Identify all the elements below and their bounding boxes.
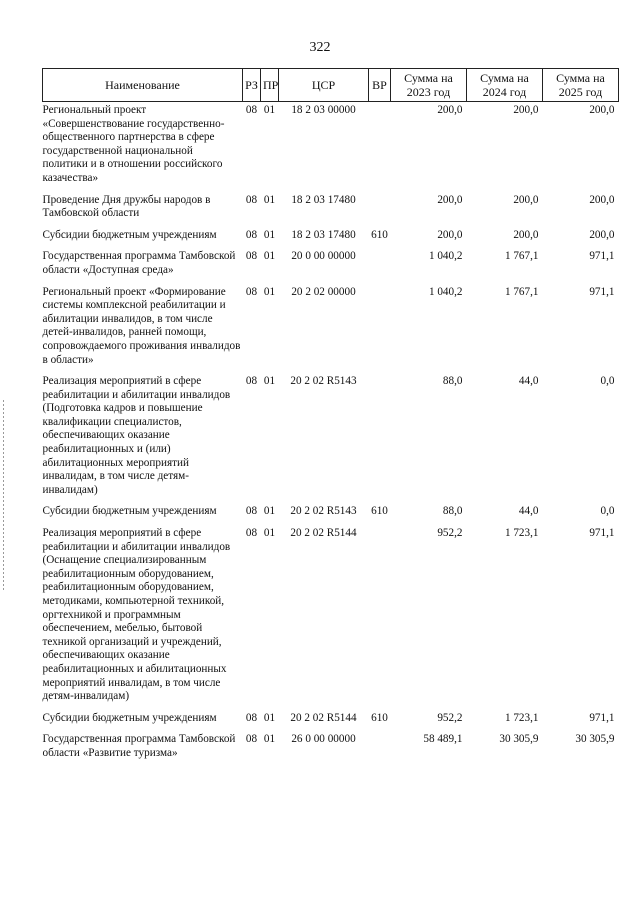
header-sum-2024: Сумма на 2024 год	[467, 69, 543, 102]
cell-sum-2025: 0,0	[600, 375, 615, 388]
table-row	[43, 102, 619, 188]
cell-pr: 01	[263, 104, 276, 116]
cell-rz: 08	[245, 193, 258, 206]
cell-sum-2025: 200,0	[589, 193, 615, 206]
cell-rz: 08	[245, 375, 258, 388]
table-header	[43, 69, 619, 102]
cell-sum-2024: 1 767,1	[504, 250, 539, 263]
cell-name: Реализация мероприятий в сфере реабилитации и абилитации инвалидов (Подготовка кадров и повышение квалификации специалистов, обеспечивающих оказание реабилитационных и (или) абилитационных мероприятий инвалидам, в том числе детям-инвалидам)	[42, 375, 231, 496]
header-pr: ПР	[261, 69, 279, 102]
cell-vr	[369, 188, 391, 223]
table-row	[43, 706, 619, 728]
table-row	[43, 188, 619, 223]
cell-sum-2024: 200,0	[513, 104, 539, 116]
table-row	[43, 244, 619, 279]
cell-sum-2024: 1 723,1	[504, 527, 539, 540]
cell-sum-2024: 1 767,1	[504, 285, 539, 298]
cell-rz: 08	[245, 228, 258, 241]
cell-vr: 610	[371, 711, 388, 724]
cell-sum-2023: 200,0	[437, 193, 463, 206]
cell-sum-2024: 200,0	[513, 228, 539, 241]
cell-pr: 01	[263, 711, 276, 724]
header-sum-2023: Сумма на 2023 год	[391, 69, 467, 102]
cell-csr: 20 2 02 R5143	[290, 505, 357, 518]
cell-sum-2023: 1 040,2	[428, 285, 463, 298]
cell-sum-2024: 30 305,9	[499, 733, 539, 746]
budget-table-container	[42, 68, 618, 763]
cell-name: Региональный проект «Совершенствование государственно-общественного партнерства в сфере государственной национальной политики и в отношении российского казачества»	[42, 104, 225, 184]
cell-name: Субсидии бюджетным учреждениям	[42, 228, 217, 241]
cell-sum-2025: 971,1	[589, 527, 615, 540]
cell-pr: 01	[263, 228, 276, 241]
cell-sum-2025: 971,1	[589, 285, 615, 298]
cell-csr: 26 0 00 00000	[291, 733, 356, 746]
budget-table	[42, 68, 619, 763]
cell-csr: 20 2 02 R5143	[290, 375, 357, 388]
cell-rz: 08	[245, 250, 258, 263]
cell-sum-2024: 44,0	[518, 375, 539, 388]
cell-sum-2024: 200,0	[513, 193, 539, 206]
cell-sum-2023: 200,0	[437, 228, 463, 241]
cell-pr: 01	[263, 285, 276, 298]
cell-sum-2023: 952,2	[437, 527, 463, 540]
cell-vr	[369, 521, 391, 706]
table-row	[43, 499, 619, 521]
table-row	[43, 280, 619, 370]
cell-csr: 20 2 02 R5144	[290, 527, 357, 540]
cell-rz: 08	[245, 505, 258, 518]
cell-pr: 01	[263, 193, 276, 206]
cell-name: Субсидии бюджетным учреждениям	[42, 505, 217, 518]
cell-pr: 01	[263, 733, 276, 746]
header-sum-2025: Сумма на 2025 год	[543, 69, 619, 102]
cell-rz: 08	[245, 711, 258, 724]
cell-csr: 18 2 03 17480	[291, 228, 356, 241]
cell-vr	[369, 369, 391, 499]
cell-rz: 08	[245, 527, 258, 540]
cell-vr: 610	[371, 228, 388, 241]
cell-sum-2023: 88,0	[442, 505, 463, 518]
cell-rz: 08	[245, 733, 258, 746]
cell-pr: 01	[263, 505, 276, 518]
table-row	[43, 223, 619, 245]
cell-sum-2025: 200,0	[589, 104, 615, 116]
cell-name: Государственная программа Тамбовской области «Развитие туризма»	[42, 733, 236, 759]
page-number: 322	[309, 40, 331, 55]
cell-sum-2023: 88,0	[442, 375, 463, 388]
cell-sum-2023: 200,0	[437, 104, 463, 116]
table-row	[43, 727, 619, 762]
cell-sum-2025: 971,1	[589, 250, 615, 263]
cell-name: Проведение Дня дружбы народов в Тамбовской области	[42, 193, 211, 220]
cell-csr: 18 2 03 00000	[291, 104, 356, 116]
cell-pr: 01	[263, 527, 276, 540]
cell-csr: 18 2 03 17480	[291, 193, 356, 206]
header-rz: РЗ	[243, 69, 261, 102]
cell-name: Субсидии бюджетным учреждениям	[42, 711, 217, 724]
cell-sum-2025: 30 305,9	[575, 733, 615, 746]
table-row	[43, 521, 619, 706]
cell-csr: 20 2 02 R5144	[290, 711, 357, 724]
cell-sum-2023: 952,2	[437, 711, 463, 724]
table-body	[43, 102, 619, 763]
header-name: Наименование	[43, 69, 243, 102]
scan-edge-mark	[3, 400, 4, 590]
cell-vr	[369, 727, 391, 762]
cell-csr: 20 0 00 00000	[291, 250, 356, 263]
header-vr: ВР	[369, 69, 391, 102]
cell-name: Региональный проект «Формирование системы комплексной реабилитации и абилитации инвалидов, в том числе детей-инвалидов, ранней помощи, сопровождаемого проживания инвалидов в области»	[42, 285, 241, 366]
cell-sum-2023: 1 040,2	[428, 250, 463, 263]
table-row	[43, 369, 619, 499]
cell-vr	[369, 280, 391, 370]
cell-sum-2025: 971,1	[589, 711, 615, 724]
cell-sum-2024: 1 723,1	[504, 711, 539, 724]
cell-vr: 610	[371, 505, 388, 518]
cell-pr: 01	[263, 375, 276, 388]
cell-pr: 01	[263, 250, 276, 263]
cell-vr	[369, 244, 391, 279]
cell-sum-2024: 44,0	[518, 505, 539, 518]
cell-rz: 08	[245, 104, 258, 116]
header-csr: ЦСР	[279, 69, 369, 102]
cell-rz: 08	[245, 285, 258, 298]
cell-sum-2023: 58 489,1	[423, 733, 463, 746]
cell-name: Реализация мероприятий в сфере реабилитации и абилитации инвалидов (Оснащение специализированным реабилитационным оборудованием, реабилитационным оборудованием, методиками, компьютерной техникой, оргтехникой и программным обеспечением, мебелью, бытовой техникой организаций и учреждений, обеспечивающих оказание реабилитационных и абилитационных мероприятий инвалидам, в том числе детям-инвалидам)	[42, 527, 231, 703]
cell-sum-2025: 0,0	[600, 505, 615, 518]
cell-csr: 20 2 02 00000	[291, 285, 356, 298]
cell-sum-2025: 200,0	[589, 228, 615, 241]
cell-vr	[369, 102, 391, 188]
cell-name: Государственная программа Тамбовской области «Доступная среда»	[42, 250, 236, 276]
